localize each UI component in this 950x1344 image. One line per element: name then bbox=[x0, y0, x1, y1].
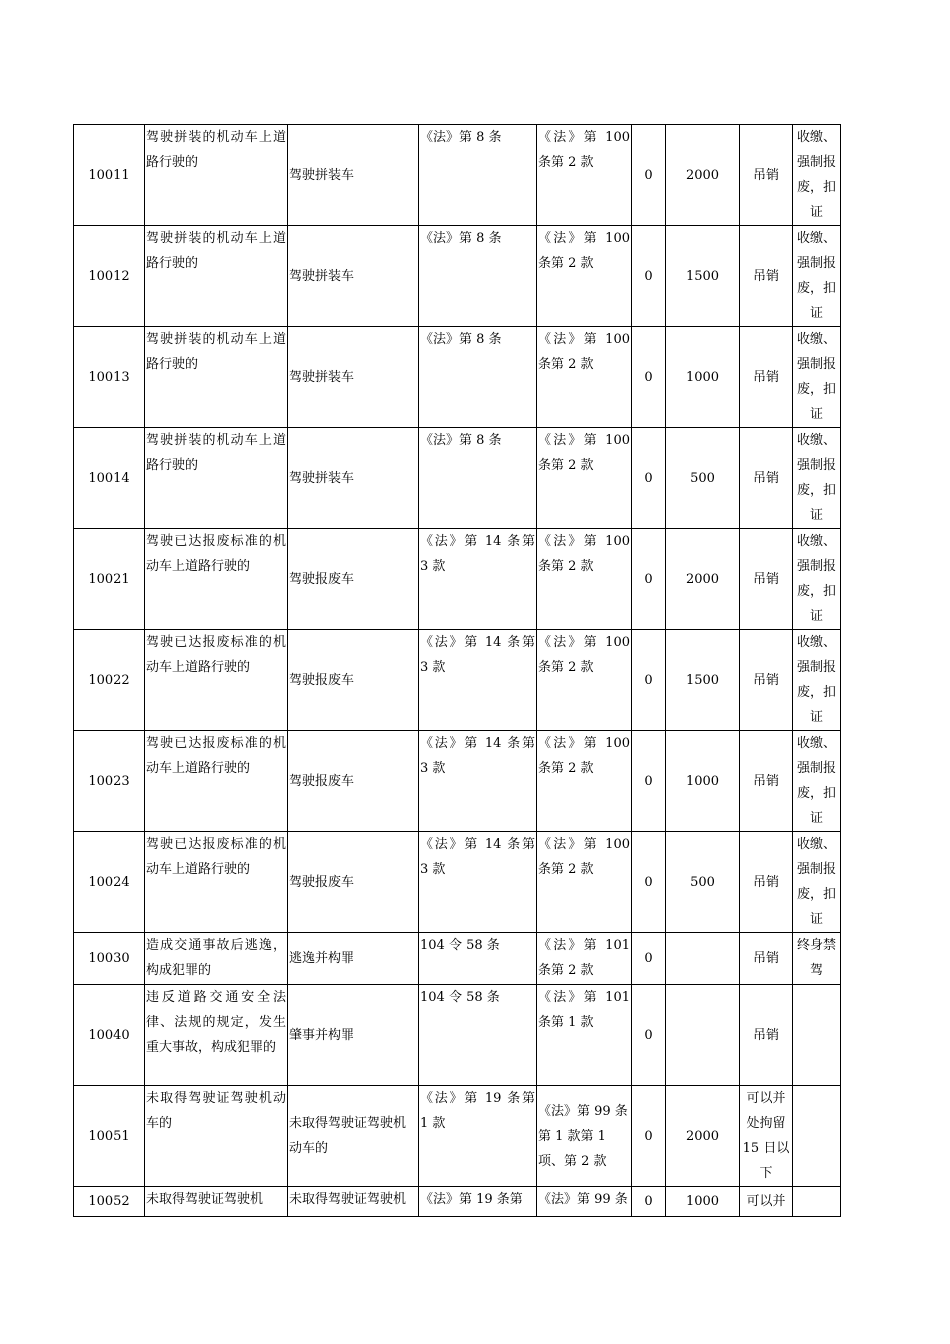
points-cell: 0 bbox=[632, 933, 666, 985]
penalty-basis-cell: 《法》第 99 条第 1 款第 1 项、第 2 款 bbox=[537, 1086, 632, 1187]
code-cell: 10013 bbox=[74, 327, 145, 428]
legal-basis-cell: 104 令 58 条 bbox=[419, 985, 537, 1086]
fine-cell: 1500 bbox=[666, 630, 740, 731]
license-action-cell: 吊销 bbox=[740, 985, 793, 1086]
behavior-cell: 驾驶已达报废标准的机动车上道路行驶的 bbox=[145, 731, 288, 832]
other-measures-cell: 收缴、强制报废，扣证 bbox=[793, 428, 841, 529]
penalty-basis-cell: 《法》第 100 条第 2 款 bbox=[537, 428, 632, 529]
table-row bbox=[74, 327, 841, 428]
code-cell: 10014 bbox=[74, 428, 145, 529]
penalty-basis-cell: 《法》第 100 条第 2 款 bbox=[537, 327, 632, 428]
behavior-cell: 驾驶已达报废标准的机动车上道路行驶的 bbox=[145, 630, 288, 731]
code-cell: 10012 bbox=[74, 226, 145, 327]
behavior-cell: 驾驶拼装的机动车上道路行驶的 bbox=[145, 428, 288, 529]
penalty-basis-cell: 《法》第 99 条 bbox=[537, 1187, 632, 1217]
code-cell: 10030 bbox=[74, 933, 145, 985]
other-measures-cell: 收缴、强制报废，扣证 bbox=[793, 731, 841, 832]
short-name-cell: 驾驶拼装车 bbox=[288, 226, 419, 327]
short-name-cell: 未取得驾驶证驾驶机 bbox=[288, 1187, 419, 1217]
license-action-cell: 可以并处拘留 15 日以下 bbox=[740, 1086, 793, 1187]
behavior-cell: 驾驶拼装的机动车上道路行驶的 bbox=[145, 327, 288, 428]
points-cell: 0 bbox=[632, 630, 666, 731]
penalty-basis-cell: 《法》第 100 条第 2 款 bbox=[537, 630, 632, 731]
license-action-cell: 吊销 bbox=[740, 933, 793, 985]
code-cell: 10052 bbox=[74, 1187, 145, 1217]
fine-cell: 1000 bbox=[666, 327, 740, 428]
table-row bbox=[74, 832, 841, 933]
short-name-cell: 驾驶拼装车 bbox=[288, 428, 419, 529]
other-measures-cell: 收缴、强制报废，扣证 bbox=[793, 832, 841, 933]
legal-basis-cell: 104 令 58 条 bbox=[419, 933, 537, 985]
license-action-cell: 可以并 bbox=[740, 1187, 793, 1217]
fine-cell bbox=[666, 985, 740, 1086]
short-name-cell: 驾驶报废车 bbox=[288, 832, 419, 933]
code-cell: 10040 bbox=[74, 985, 145, 1086]
legal-basis-cell: 《法》第 14 条第 3 款 bbox=[419, 731, 537, 832]
short-name-cell: 逃逸并构罪 bbox=[288, 933, 419, 985]
license-action-cell: 吊销 bbox=[740, 630, 793, 731]
behavior-cell: 驾驶已达报废标准的机动车上道路行驶的 bbox=[145, 529, 288, 630]
other-measures-cell bbox=[793, 1187, 841, 1217]
points-cell: 0 bbox=[632, 1187, 666, 1217]
other-measures-cell: 收缴、强制报废，扣证 bbox=[793, 327, 841, 428]
other-measures-cell: 终身禁驾 bbox=[793, 933, 841, 985]
code-cell: 10024 bbox=[74, 832, 145, 933]
penalty-basis-cell: 《法》第 100 条第 2 款 bbox=[537, 832, 632, 933]
fine-cell: 2000 bbox=[666, 1086, 740, 1187]
points-cell: 0 bbox=[632, 1086, 666, 1187]
table-row bbox=[74, 731, 841, 832]
code-cell: 10023 bbox=[74, 731, 145, 832]
penalty-basis-cell: 《法》第 100 条第 2 款 bbox=[537, 529, 632, 630]
code-cell: 10022 bbox=[74, 630, 145, 731]
points-cell: 0 bbox=[632, 731, 666, 832]
points-cell: 0 bbox=[632, 428, 666, 529]
behavior-cell: 违反道路交通安全法律、法规的规定，发生重大事故，构成犯罪的 bbox=[145, 985, 288, 1086]
other-measures-cell: 收缴、强制报废，扣证 bbox=[793, 226, 841, 327]
short-name-cell: 驾驶拼装车 bbox=[288, 327, 419, 428]
behavior-cell: 未取得驾驶证驾驶机动车的 bbox=[145, 1086, 288, 1187]
legal-basis-cell: 《法》第 19 条第 bbox=[419, 1187, 537, 1217]
license-action-cell: 吊销 bbox=[740, 832, 793, 933]
penalty-basis-cell: 《法》第 100 条第 2 款 bbox=[537, 125, 632, 226]
fine-cell: 500 bbox=[666, 428, 740, 529]
behavior-cell: 驾驶拼装的机动车上道路行驶的 bbox=[145, 125, 288, 226]
legal-basis-cell: 《法》第 8 条 bbox=[419, 428, 537, 529]
penalty-basis-cell: 《法》第 101 条第 1 款 bbox=[537, 985, 632, 1086]
table-row bbox=[74, 125, 841, 226]
license-action-cell: 吊销 bbox=[740, 428, 793, 529]
legal-basis-cell: 《法》第 8 条 bbox=[419, 226, 537, 327]
legal-basis-cell: 《法》第 14 条第 3 款 bbox=[419, 630, 537, 731]
code-cell: 10051 bbox=[74, 1086, 145, 1187]
points-cell: 0 bbox=[632, 125, 666, 226]
table-row bbox=[74, 630, 841, 731]
points-cell: 0 bbox=[632, 327, 666, 428]
short-name-cell: 驾驶报废车 bbox=[288, 731, 419, 832]
table-row bbox=[74, 529, 841, 630]
fine-cell: 1000 bbox=[666, 1187, 740, 1217]
fine-cell: 500 bbox=[666, 832, 740, 933]
fine-cell: 2000 bbox=[666, 529, 740, 630]
short-name-cell: 肇事并构罪 bbox=[288, 985, 419, 1086]
table-row bbox=[74, 428, 841, 529]
behavior-cell: 造成交通事故后逃逸，构成犯罪的 bbox=[145, 933, 288, 985]
short-name-cell: 未取得驾驶证驾驶机动车的 bbox=[288, 1086, 419, 1187]
license-action-cell: 吊销 bbox=[740, 226, 793, 327]
fine-cell bbox=[666, 933, 740, 985]
short-name-cell: 驾驶报废车 bbox=[288, 529, 419, 630]
license-action-cell: 吊销 bbox=[740, 125, 793, 226]
fine-cell: 2000 bbox=[666, 125, 740, 226]
license-action-cell: 吊销 bbox=[740, 731, 793, 832]
points-cell: 0 bbox=[632, 985, 666, 1086]
penalty-basis-cell: 《法》第 100 条第 2 款 bbox=[537, 731, 632, 832]
code-cell: 10011 bbox=[74, 125, 145, 226]
short-name-cell: 驾驶报废车 bbox=[288, 630, 419, 731]
other-measures-cell: 收缴、强制报废，扣证 bbox=[793, 125, 841, 226]
short-name-cell: 驾驶拼装车 bbox=[288, 125, 419, 226]
legal-basis-cell: 《法》第 8 条 bbox=[419, 125, 537, 226]
violations-table bbox=[73, 124, 841, 1217]
table-row bbox=[74, 985, 841, 1086]
other-measures-cell: 收缴、强制报废，扣证 bbox=[793, 529, 841, 630]
legal-basis-cell: 《法》第 8 条 bbox=[419, 327, 537, 428]
other-measures-cell: 收缴、强制报废，扣证 bbox=[793, 630, 841, 731]
other-measures-cell bbox=[793, 1086, 841, 1187]
behavior-cell: 未取得驾驶证驾驶机 bbox=[145, 1187, 288, 1217]
code-cell: 10021 bbox=[74, 529, 145, 630]
points-cell: 0 bbox=[632, 529, 666, 630]
table-row bbox=[74, 933, 841, 985]
legal-basis-cell: 《法》第 19 条第 1 款 bbox=[419, 1086, 537, 1187]
license-action-cell: 吊销 bbox=[740, 529, 793, 630]
behavior-cell: 驾驶已达报废标准的机动车上道路行驶的 bbox=[145, 832, 288, 933]
legal-basis-cell: 《法》第 14 条第 3 款 bbox=[419, 832, 537, 933]
penalty-basis-cell: 《法》第 100 条第 2 款 bbox=[537, 226, 632, 327]
fine-cell: 1000 bbox=[666, 731, 740, 832]
points-cell: 0 bbox=[632, 832, 666, 933]
behavior-cell: 驾驶拼装的机动车上道路行驶的 bbox=[145, 226, 288, 327]
table-row bbox=[74, 1086, 841, 1187]
license-action-cell: 吊销 bbox=[740, 327, 793, 428]
table-row bbox=[74, 1187, 841, 1217]
other-measures-cell bbox=[793, 985, 841, 1086]
points-cell: 0 bbox=[632, 226, 666, 327]
table-row bbox=[74, 226, 841, 327]
legal-basis-cell: 《法》第 14 条第 3 款 bbox=[419, 529, 537, 630]
penalty-basis-cell: 《法》第 101 条第 2 款 bbox=[537, 933, 632, 985]
fine-cell: 1500 bbox=[666, 226, 740, 327]
